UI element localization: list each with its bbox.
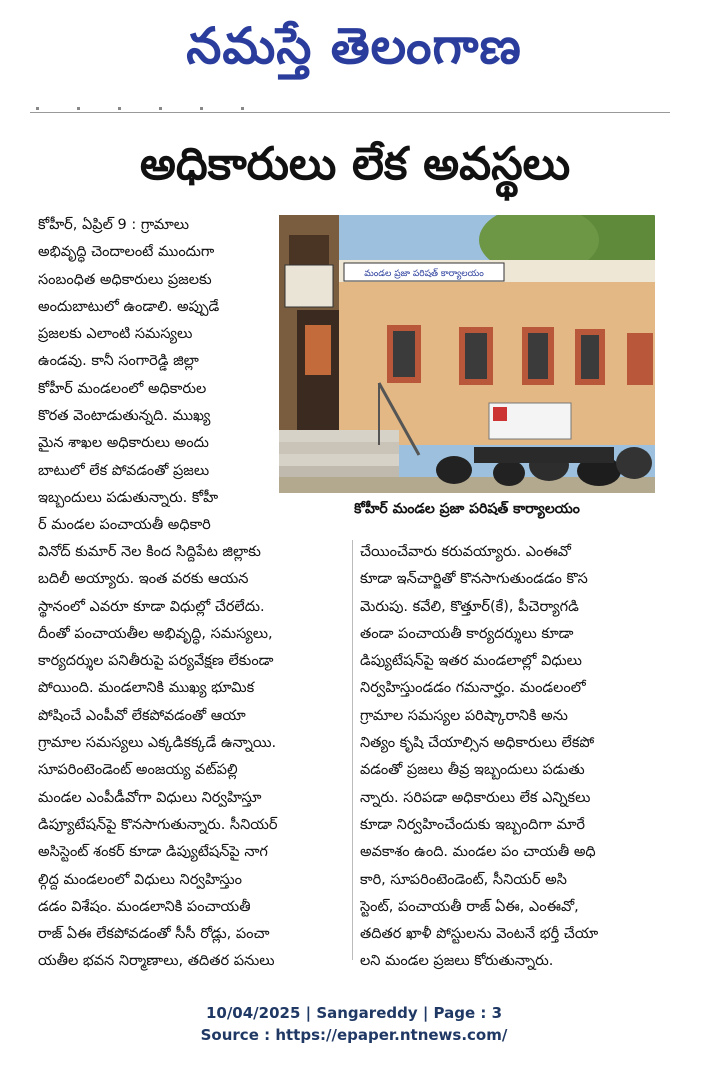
body-text-line: కార్యదర్శుల పనితీరుపై పర్యవేక్షణ లేకుండా: [38, 653, 274, 670]
article-photo: [279, 215, 655, 493]
body-text-line: రాజ్ ఏఈ లేకపోవడంతో సీసీ రోడ్లు, పంచా: [38, 926, 270, 943]
body-text-line: అవకాశం ఉంది. మండల పం చాయతీ అధి: [360, 844, 596, 861]
body-text-line: కూడా ఇన్‌చార్జితో కొనసాగుతుండడం కొస: [360, 571, 588, 588]
body-text-line: న్నారు. సరిపడా అధికారులు లేక ఎన్నికలు: [360, 789, 591, 806]
right-column: [360, 539, 660, 976]
article-headline: అధికారులు లేక అవస్థలు: [139, 137, 571, 190]
body-text-line: స్టెంట్, పంచాయతీ రాజ్ ఏఈ, ఎంఈవో,: [360, 898, 579, 915]
body-text-line: డిప్యూటేషన్‌పై కొనసాగుతున్నారు. సీనియర్: [38, 816, 278, 833]
body-text-line: అభివృద్ధి చెందాలంటే ముందుగా: [38, 244, 215, 261]
body-text-line: వినోద్ కుమార్ నెల కింద సిద్దిపేట జిల్లాకు: [38, 544, 261, 560]
body-text-line: కారి, సూపరింటెండెంట్, సీనియర్ అసి: [360, 871, 567, 888]
body-text-line: నిర్వహిస్తుండడం గమనార్హం. మండలంలో: [360, 680, 586, 697]
body-text-line: ల్గిద్ద మండలంలో విధులు నిర్వహిస్తుం: [38, 871, 243, 888]
body-text-line: ప్రజలకు ఎలాంటి సమస్యలు: [38, 326, 193, 343]
body-text-line: సంబంధిత అధికారులు ప్రజలకు: [38, 271, 212, 288]
footer-dateline: 10/04/2025 | Sangareddy | Page : 3: [205, 1004, 503, 1022]
body-text-line: స్థానంలో ఎవరూ కూడా విధుల్లో చేరలేదు.: [38, 598, 265, 615]
body-text-line: కోహీర్, ఏప్రిల్ 9 : గ్రామాలు: [38, 217, 190, 233]
photo-caption: కోహీర్ మండల ప్రజా పరిషత్ కార్యాలయం: [354, 501, 580, 517]
masthead: [0, 0, 708, 95]
masthead-title: నమస్తే తెలంగాణ: [186, 16, 522, 75]
body-text-line: కోహీర్ మండలంలో అధికారుల: [38, 380, 207, 397]
body-text-line: ఇబ్బందులు పడుతున్నారు. కోహీ: [38, 489, 219, 506]
body-text-line: బదిలీ అయ్యారు. ఇంత వరకు ఆయన: [38, 571, 249, 588]
photo-sign-text: మండల ప్రజా పరిషత్ కార్యాలయం: [364, 269, 484, 279]
body-text-line: వడంతో ప్రజలు తీవ్ర ఇబ్బందులు పడుతు: [360, 762, 585, 779]
body-text-line: మండల ఎంపీడీవోగా విధులు నిర్వహిస్తూ: [38, 789, 262, 806]
body-text-line: గ్రామాల సమస్యల పరిష్కారానికి అను: [360, 707, 568, 724]
footer: [0, 1002, 708, 1046]
body-text-line: లని మండల ప్రజలు కోరుతున్నారు.: [360, 953, 554, 970]
body-text-line: బాటులో లేక పోవడంతో ప్రజలు: [38, 462, 210, 479]
body-text-line: మెరుపు. కవేలి, కొత్తూర్(కే), పీచెర్యాగడి: [360, 598, 579, 615]
header-rule: [30, 112, 670, 113]
body-text-line: గ్రామాల సమస్యలు ఎక్కడికక్కడే ఉన్నాయి.: [38, 735, 277, 752]
body-text-line: కొరత వెంటాడుతున్నది. ముఖ్య: [38, 408, 211, 425]
body-text-line: మైన శాఖల అధికారులు అందు: [38, 435, 209, 452]
body-text-line: అసిస్టెంట్ శంకర్ కూడా డిప్యుటేషన్‌పై నాగ: [38, 844, 268, 861]
body-text-line: తండా పంచాయతీ కార్యదర్శులు కూడా: [360, 625, 574, 642]
body-text-line: కూడా నిర్వహించేందుకు ఇబ్బందిగా మారే: [360, 816, 586, 833]
body-text-line: నిత్యం కృషి చేయాల్సిన అధికారులు లేకపో: [360, 735, 595, 752]
body-text-line: డడం విశేషం. మండలానికి పంచాయతీ: [38, 898, 251, 915]
left-column-top: [38, 212, 274, 540]
body-text-line: ఉండవు. కానీ సంగారెడ్డి జిల్లా: [38, 353, 199, 370]
body-text-line: పోషించే ఎంపీవో లేకపోవడంతో ఆయా: [38, 707, 246, 724]
body-text-line: తదితర ఖాళీ పోస్టులను వెంటనే భర్తీ చేయా: [360, 926, 599, 943]
header-rule-marks: [36, 100, 286, 110]
column-divider: [352, 540, 353, 960]
body-text-line: పోయింది. మండలానికి ముఖ్య భూమిక: [38, 680, 255, 697]
body-text-line: చేయించేవారు కరువయ్యారు. ఎంఈవో: [360, 544, 571, 560]
body-text-line: దీంతో పంచాయతీల అభివృద్ధి, సమస్యలు,: [38, 625, 273, 642]
body-text-line: ర్ మండల పంచాయతీ అధికారి: [38, 517, 211, 534]
body-text-line: అందుబాటులో ఉండాలి. అప్పుడే: [38, 298, 220, 315]
body-text-line: యతీల భవన నిర్మాణాలు, తదితర పనులు: [38, 953, 275, 970]
left-column-bottom: [38, 539, 344, 976]
body-text-line: డిప్యుటేషన్‌పై ఇతర మండలాల్లో విధులు: [360, 653, 582, 670]
body-text-line: సూపరింటెండెంట్ అంజయ్య వట్‌పల్లి: [38, 762, 238, 779]
footer-source: Source : https://epaper.ntnews.com/: [200, 1026, 508, 1044]
